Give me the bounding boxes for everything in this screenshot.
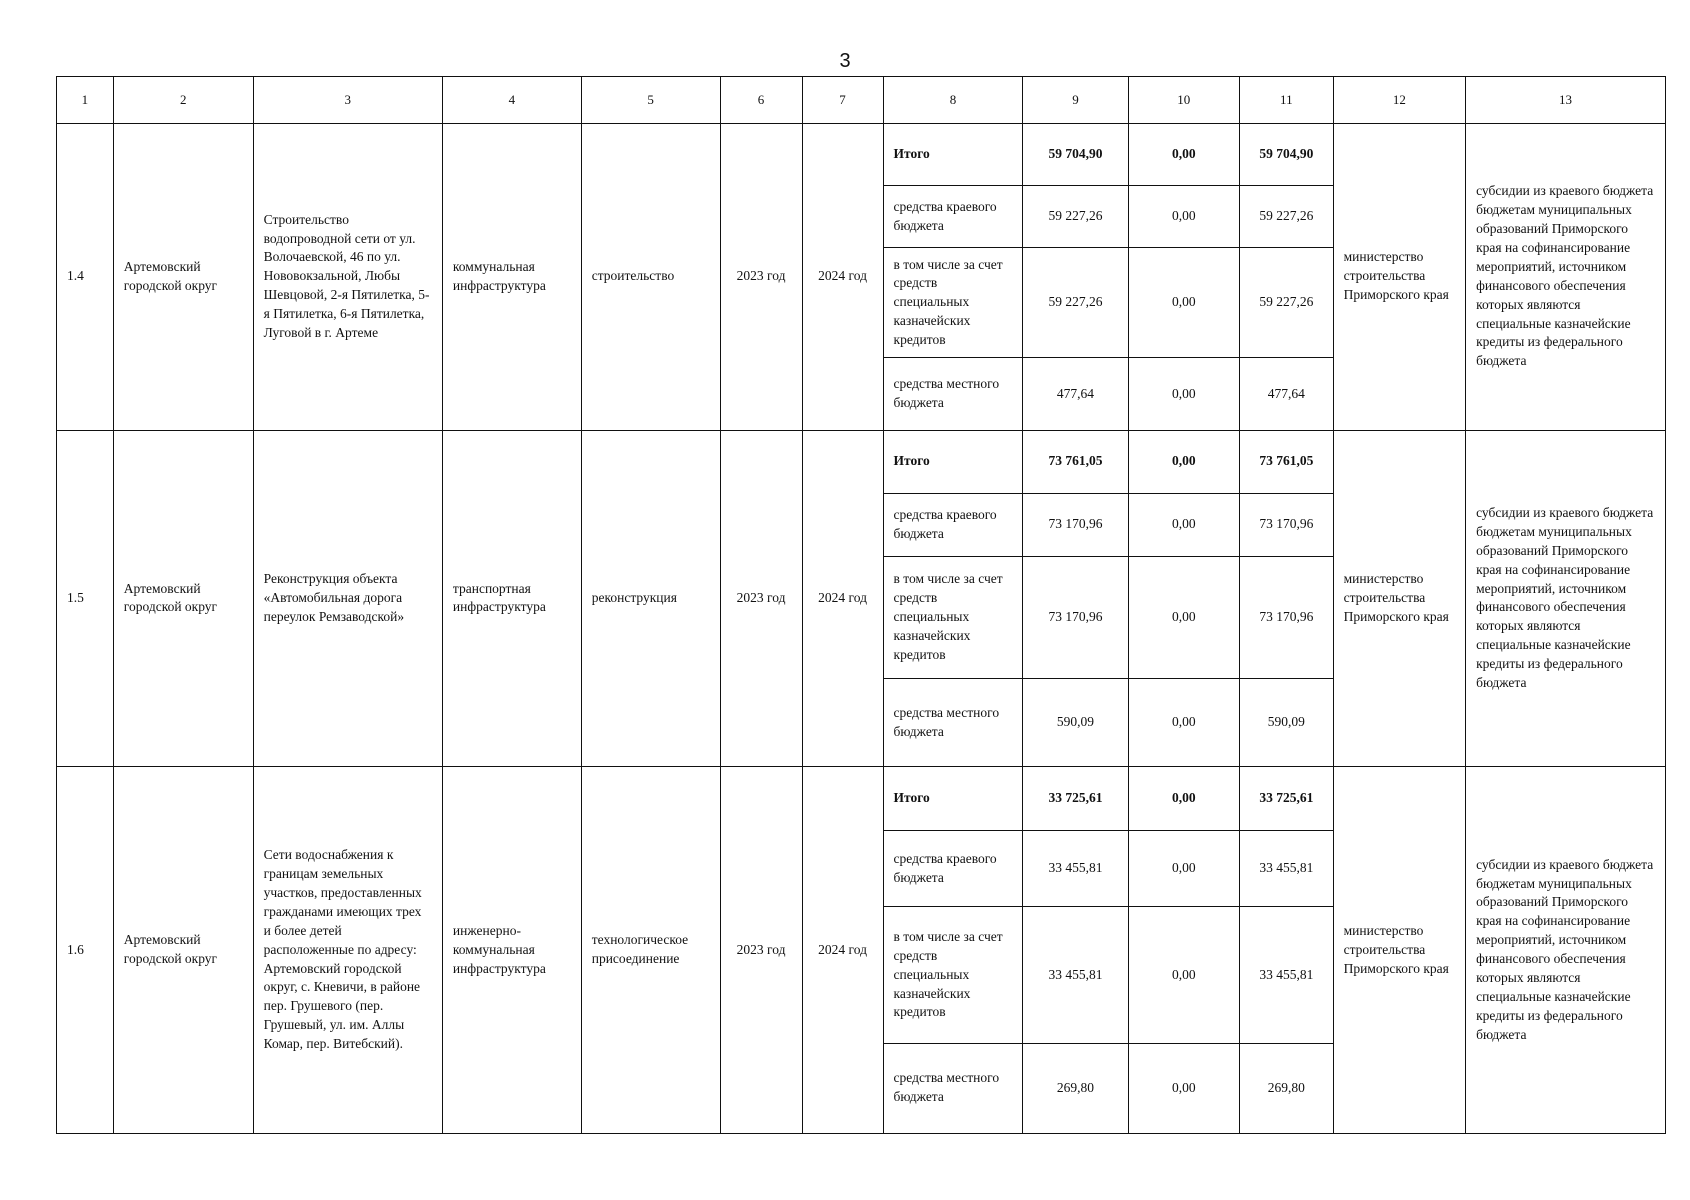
work-type-cell: технологическое присоединение xyxy=(581,767,720,1134)
amount-col9: 477,64 xyxy=(1023,358,1128,430)
amount-col11: 33 455,81 xyxy=(1240,831,1334,907)
header-row xyxy=(57,77,1666,124)
amount-col10: 0,00 xyxy=(1128,124,1239,186)
sector-cell: инженерно-коммунальная инфраструктура xyxy=(442,767,581,1134)
note-cell: субсидии из краевого бюджета бюджетам муниципальных образований Приморского края на софинансирование мероприятий, источником финансового обеспечения которых являются специальные казначейские кредиты из федерального бюджета xyxy=(1466,430,1666,767)
amount-col9: 269,80 xyxy=(1023,1043,1128,1133)
amount-col10: 0,00 xyxy=(1128,767,1239,831)
start-year-cell: 2023 год xyxy=(720,124,802,431)
municipality-cell: Артемовский городской округ xyxy=(113,124,253,431)
header-cell: 7 xyxy=(802,77,883,124)
header-cell: 12 xyxy=(1333,77,1466,124)
amount-col11: 33 725,61 xyxy=(1240,767,1334,831)
budget-table xyxy=(56,76,1666,1134)
municipality-cell: Артемовский городской округ xyxy=(113,430,253,767)
funding-source: средства краевого бюджета xyxy=(883,493,1023,556)
work-type-cell: реконструкция xyxy=(581,430,720,767)
amount-col9: 73 170,96 xyxy=(1023,556,1128,678)
funding-source: в том числе за счет средств специальных казначейских кредитов xyxy=(883,907,1023,1043)
table-row xyxy=(57,430,1666,493)
amount-col11: 59 227,26 xyxy=(1240,248,1334,358)
amount-col10: 0,00 xyxy=(1128,358,1239,430)
start-year-cell: 2023 год xyxy=(720,767,802,1134)
amount-col11: 269,80 xyxy=(1240,1043,1334,1133)
ministry-cell: министерство строительства Приморского края xyxy=(1333,767,1466,1134)
work-type-cell: строительство xyxy=(581,124,720,431)
amount-col10: 0,00 xyxy=(1128,1043,1239,1133)
header-cell: 11 xyxy=(1240,77,1334,124)
table-row xyxy=(57,767,1666,831)
start-year-cell: 2023 год xyxy=(720,430,802,767)
amount-col9: 59 227,26 xyxy=(1023,248,1128,358)
header-cell: 9 xyxy=(1023,77,1128,124)
header-cell: 5 xyxy=(581,77,720,124)
amount-col11: 590,09 xyxy=(1240,679,1334,767)
header-cell: 6 xyxy=(720,77,802,124)
sector-cell: коммунальная инфраструктура xyxy=(442,124,581,431)
page-number: 3 xyxy=(839,50,851,72)
amount-col9: 59 704,90 xyxy=(1023,124,1128,186)
ministry-cell: министерство строительства Приморского края xyxy=(1333,430,1466,767)
row-number: 1.5 xyxy=(57,430,114,767)
funding-source: средства местного бюджета xyxy=(883,679,1023,767)
amount-col9: 73 761,05 xyxy=(1023,430,1128,493)
object-cell: Реконструкция объекта «Автомобильная дорога переулок Ремзаводской» xyxy=(253,430,442,767)
amount-col10: 0,00 xyxy=(1128,186,1239,248)
header-cell: 4 xyxy=(442,77,581,124)
header-cell: 2 xyxy=(113,77,253,124)
amount-col10: 0,00 xyxy=(1128,831,1239,907)
row-number: 1.6 xyxy=(57,767,114,1134)
amount-col9: 33 725,61 xyxy=(1023,767,1128,831)
funding-source: Итого xyxy=(883,767,1023,831)
note-cell: субсидии из краевого бюджета бюджетам муниципальных образований Приморского края на софинансирование мероприятий, источником финансового обеспечения которых являются специальные казначейские кредиты из федерального бюджета xyxy=(1466,124,1666,431)
row-number: 1.4 xyxy=(57,124,114,431)
funding-source: средства местного бюджета xyxy=(883,358,1023,430)
funding-source: средства краевого бюджета xyxy=(883,831,1023,907)
amount-col11: 73 170,96 xyxy=(1240,556,1334,678)
amount-col10: 0,00 xyxy=(1128,248,1239,358)
note-cell: субсидии из краевого бюджета бюджетам муниципальных образований Приморского края на софинансирование мероприятий, источником финансового обеспечения которых являются специальные казначейские кредиты из федерального бюджета xyxy=(1466,767,1666,1134)
amount-col9: 73 170,96 xyxy=(1023,493,1128,556)
amount-col9: 590,09 xyxy=(1023,679,1128,767)
amount-col10: 0,00 xyxy=(1128,556,1239,678)
amount-col9: 59 227,26 xyxy=(1023,186,1128,248)
amount-col11: 73 170,96 xyxy=(1240,493,1334,556)
amount-col11: 477,64 xyxy=(1240,358,1334,430)
amount-col11: 33 455,81 xyxy=(1240,907,1334,1043)
funding-source: в том числе за счет средств специальных казначейских кредитов xyxy=(883,556,1023,678)
funding-source: в том числе за счет средств специальных казначейских кредитов xyxy=(883,248,1023,358)
end-year-cell: 2024 год xyxy=(802,124,883,431)
table-row xyxy=(57,124,1666,186)
ministry-cell: министерство строительства Приморского края xyxy=(1333,124,1466,431)
header-cell: 10 xyxy=(1128,77,1239,124)
amount-col11: 59 704,90 xyxy=(1240,124,1334,186)
sector-cell: транспортная инфраструктура xyxy=(442,430,581,767)
header-cell: 8 xyxy=(883,77,1023,124)
funding-source: средства краевого бюджета xyxy=(883,186,1023,248)
funding-source: Итого xyxy=(883,430,1023,493)
amount-col10: 0,00 xyxy=(1128,907,1239,1043)
end-year-cell: 2024 год xyxy=(802,767,883,1134)
amount-col11: 73 761,05 xyxy=(1240,430,1334,493)
amount-col10: 0,00 xyxy=(1128,679,1239,767)
amount-col10: 0,00 xyxy=(1128,430,1239,493)
funding-source: Итого xyxy=(883,124,1023,186)
header-cell: 3 xyxy=(253,77,442,124)
object-cell: Строительство водопроводной сети от ул. Волочаевской, 46 по ул. Нововокзальной, Любы Шевцовой, 2-я Пятилетка, 5-я Пятилетка, 6-я Пятилетка, Луговой в г. Артеме xyxy=(253,124,442,431)
end-year-cell: 2024 год xyxy=(802,430,883,767)
amount-col9: 33 455,81 xyxy=(1023,831,1128,907)
municipality-cell: Артемовский городской округ xyxy=(113,767,253,1134)
amount-col11: 59 227,26 xyxy=(1240,186,1334,248)
object-cell: Сети водоснабжения к границам земельных участков, предоставленных гражданами имеющих трех и более детей расположенные по адресу: Артемовский городской округ, с. Кневичи, в районе пер. Грушевого (пер. Грушевый, ул. им. Аллы Комар, пер. Витебский). xyxy=(253,767,442,1134)
header-cell: 1 xyxy=(57,77,114,124)
header-cell: 13 xyxy=(1466,77,1666,124)
amount-col10: 0,00 xyxy=(1128,493,1239,556)
amount-col9: 33 455,81 xyxy=(1023,907,1128,1043)
funding-source: средства местного бюджета xyxy=(883,1043,1023,1133)
